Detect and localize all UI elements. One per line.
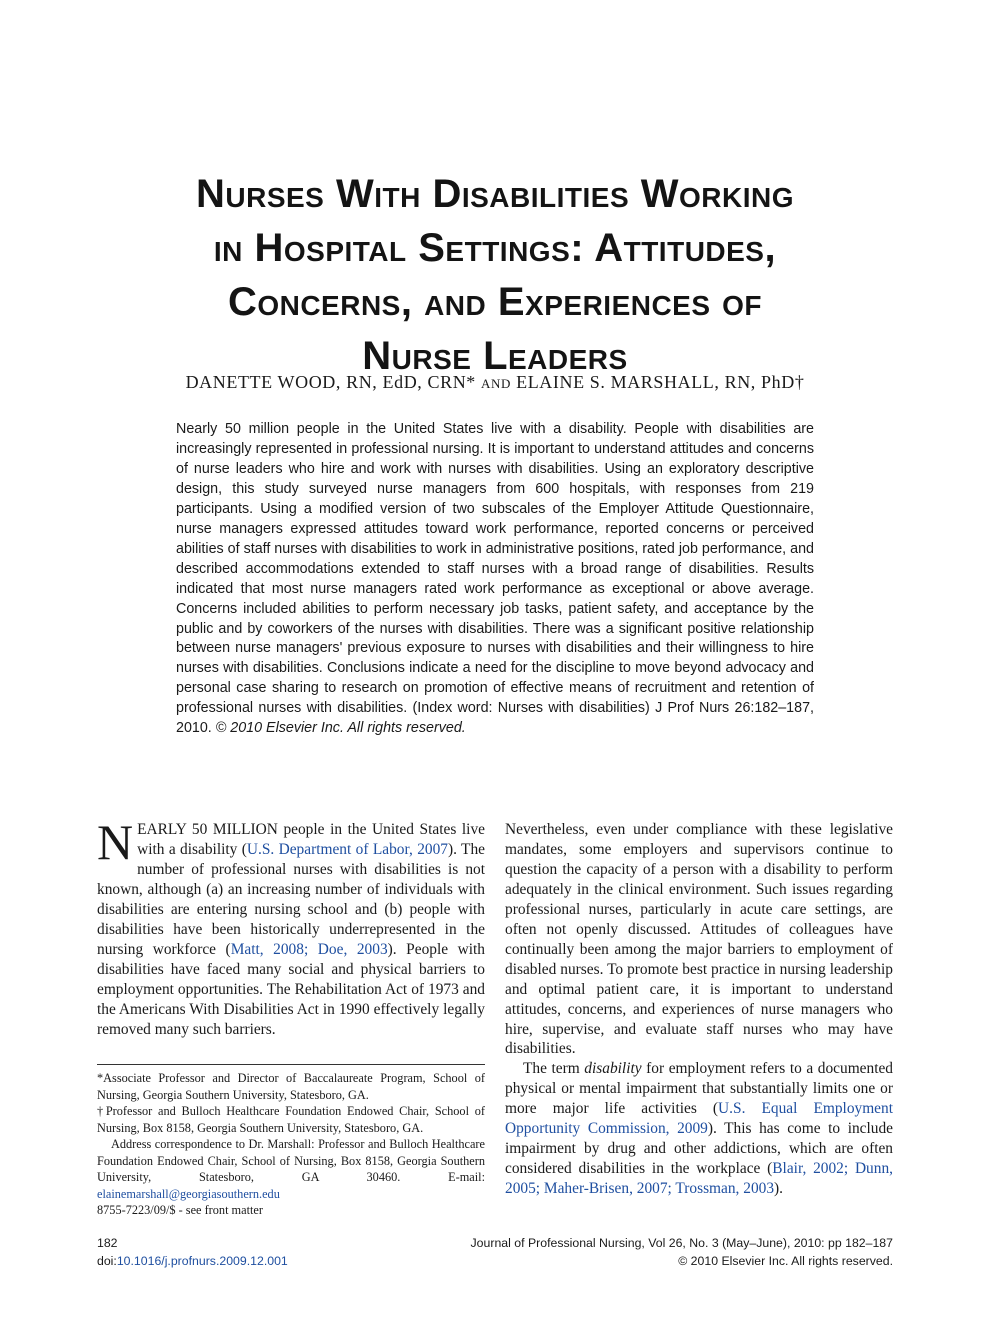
email-link[interactable]: elainemarshall@georgiasouthern.edu <box>97 1186 280 1201</box>
footnote-1: *Associate Professor and Director of Baccalaureate Program, School of Nursing, Georgia Southern University, Statesboro, GA. <box>97 1071 485 1102</box>
title-line: Concerns, and Experiences of <box>227 279 763 324</box>
article-title <box>100 167 890 383</box>
body-text: ). People with disabilities have faced many social and physical barriers to employment opportunities. The Rehabilitation Act of 1973 and the Americans With Disabilities Act in 1990 effectively legally removed many such barriers. <box>97 940 486 1038</box>
doi-label: doi: <box>97 1254 117 1268</box>
address-text: Address correspondence to Dr. Marshall: Professor and Bulloch Healthcare Foundation Endowed Chair, School of Nursing, Box 8158, Georgia Southern University, Statesboro, GA 30460. E-mail: <box>97 1137 485 1184</box>
intro-paragraph <box>97 814 486 1039</box>
body-text: people in the United States live with a disability ( <box>137 821 485 858</box>
author-1: DANETTE WOOD, RN, EdD, CRN* <box>185 372 476 392</box>
correspondence-address <box>97 1136 485 1202</box>
body-text: ). <box>774 1180 784 1198</box>
footnotes <box>97 1070 485 1219</box>
body-column-left <box>97 814 486 1039</box>
citation-link[interactable]: U.S. Department of Labor, 2007 <box>246 840 448 858</box>
body-column-right <box>505 820 893 1199</box>
doi <box>97 1252 288 1270</box>
body-text: for employment refers to a documented physical or mental impairment that substantially limits one or more major life activities ( <box>505 1060 893 1118</box>
title-line: Nurses With Disabilities Working <box>196 171 794 216</box>
footnote-2: †Professor and Bulloch Healthcare Foundation Endowed Chair, School of Nursing, Box 8158, Georgia Southern University, Statesboro, GA. <box>97 1104 485 1135</box>
title-line: Nurse Leaders <box>362 333 628 378</box>
citation-link[interactable]: Blair, 2002; Dunn, 2005; Maher-Brisen, 2007; Trossman, 2003 <box>505 1160 893 1198</box>
body-text: The term <box>523 1060 585 1078</box>
citation-link[interactable]: U.S. Equal Employment Opportunity Commission, 2009 <box>505 1100 893 1138</box>
abstract-text: Nearly 50 million people in the United States live with a disability. People with disabilities are increasingly represented in professional nursing. It is important to understand attitudes and concerns of nurse leaders who hire and work with nurses with disabilities. Using an exploratory descriptive design, this study surveyed nurse managers from 600 hospitals, with responses from 219 participants. Using a modified version of two subscales of the Employer Attitude Questionnaire, nurse managers expressed attitudes toward work performance, reported concerns or perceived abilities of staff nurses with disabilities to work in administrative positions, rated job performance, and described accommodations extended to staff nurses with a broad range of disabilities. Results indicated that most nurse managers rated work performance as exceptional or above average. Concerns included abilities to perform necessary job tasks, patient safety, and acceptance by the public and by coworkers of the nurses with disabilities. There was a significant positive relationship between nurse managers' previous exposure to nurses with disabilities and their willingness to hire nurses with disabilities. Conclusions indicate a need for the discipline to move beyond advocacy and personal case sharing to research on promotion of effective means of recruitment and retention of professional nurses with disabilities. (Index word: Nurses with disabilities) J Prof Nurs 26:182–187, 2010. <box>176 421 814 737</box>
body-paragraph <box>505 1059 893 1199</box>
drop-cap: N <box>97 814 134 870</box>
emphasized-term: disability <box>584 1060 642 1078</box>
issn-line: 8755-7223/09/$ - see front matter <box>97 1203 263 1217</box>
journal-citation: Journal of Professional Nursing, Vol 26, No. 3 (May–June), 2010: pp 182–187 <box>470 1236 893 1250</box>
body-text: ). The number of professional nurses with disabilities is not known, although (a) an increasing number of individuals with disabilities are entering nursing school and (b) people with disabilities have been historically underrepresented in the nursing workforce ( <box>97 840 485 958</box>
footer-copyright: © 2010 Elsevier Inc. All rights reserved. <box>678 1254 893 1268</box>
abstract-copyright: © 2010 Elsevier Inc. All rights reserved. <box>215 720 466 737</box>
citation-link[interactable]: Matt, 2008; Doe, 2003 <box>230 940 388 958</box>
footnote-divider <box>97 1064 485 1065</box>
abstract <box>176 420 814 739</box>
page-footer <box>97 1234 893 1270</box>
author-conjunction: and <box>481 372 511 392</box>
page-number: 182 <box>97 1236 118 1250</box>
body-text: ). This has come to include impairment by drug and other addictions, which are often considered disabilities in the workplace ( <box>505 1120 893 1178</box>
author-line <box>96 372 894 393</box>
lead-in: EARLY 50 MILLION <box>137 821 278 838</box>
body-paragraph: Nevertheless, even under compliance with these legislative mandates, some employers and supervisors continue to question the capacity of a person with a disability to perform adequately in the clinical environment. Such issues regarding professional nurses, particularly in acute care settings, are often not openly discussed. Attitudes of colleagues have continually been among the major barriers to employment of disabled nurses. To promote best practice in nursing leadership and optimal patient care, it is important to understand attitudes, concerns, and experiences of nurse managers who hire, supervise, and evaluate staff nurses who may have disabilities. <box>505 821 893 1058</box>
doi-link[interactable]: 10.1016/j.profnurs.2009.12.001 <box>116 1254 288 1268</box>
author-2: ELAINE S. MARSHALL, RN, PhD† <box>516 372 805 392</box>
title-line: in Hospital Settings: Attitudes, <box>213 225 777 270</box>
